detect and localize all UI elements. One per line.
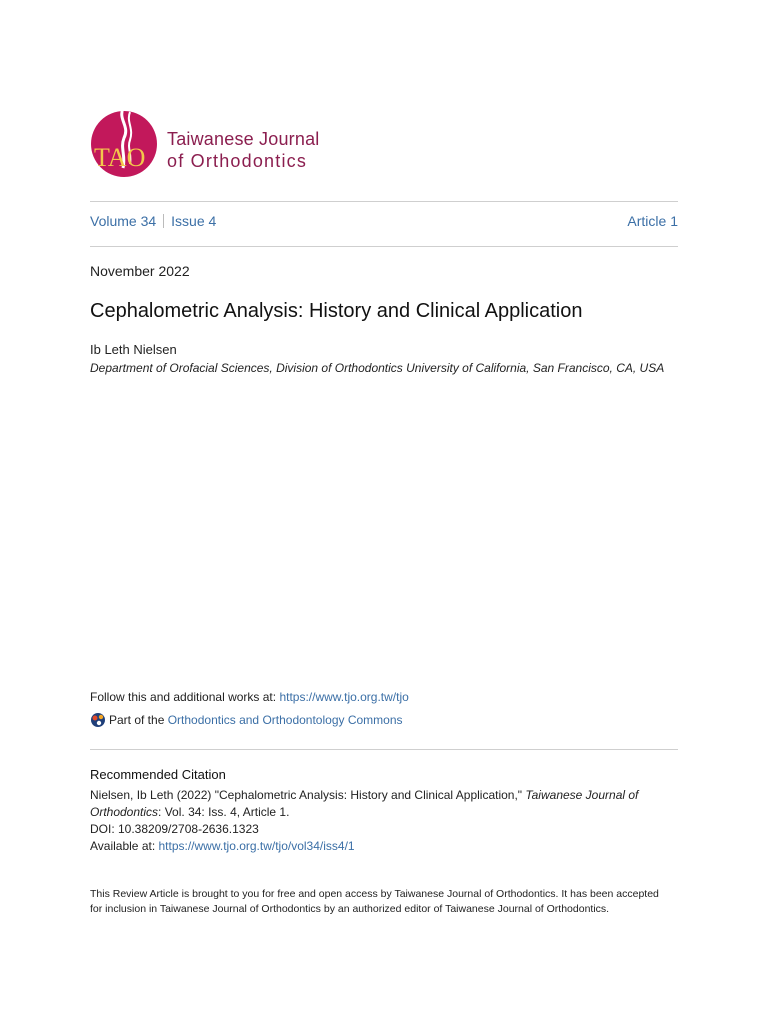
publication-date: November 2022 bbox=[90, 263, 190, 279]
follow-prefix: Follow this and additional works at: bbox=[90, 690, 280, 704]
citation-line2 bbox=[90, 804, 680, 821]
issue-link[interactable]: Issue 4 bbox=[171, 213, 217, 229]
journal-name-line2: of Orthodontics bbox=[167, 151, 308, 171]
separator bbox=[163, 214, 164, 228]
citation-journal-cont: Orthodontics bbox=[90, 805, 159, 819]
citation-available bbox=[90, 838, 680, 855]
commons-network-icon bbox=[90, 712, 106, 728]
journal-name bbox=[167, 128, 320, 172]
tao-logo-icon bbox=[90, 106, 160, 184]
available-prefix: Available at: bbox=[90, 839, 159, 853]
author-affiliation: Department of Orofacial Sciences, Division of Orthodontics University of California, San Francisco, CA, USA bbox=[90, 361, 665, 375]
citation-body bbox=[90, 787, 680, 855]
citation-volume: : Vol. 34: Iss. 4, Article 1. bbox=[158, 805, 290, 819]
part-of-line bbox=[90, 712, 403, 728]
commons-link[interactable]: Orthodontics and Orthodontology Commons bbox=[167, 713, 403, 727]
logo-initials: TAO bbox=[94, 143, 146, 172]
citation-heading: Recommended Citation bbox=[90, 767, 226, 782]
citation-text: Nielsen, Ib Leth (2022) "Cephalometric Analysis: History and Clinical Application," bbox=[90, 788, 526, 802]
citation-journal: Taiwanese Journal of bbox=[525, 788, 639, 802]
available-link[interactable]: https://www.tjo.org.tw/tjo/vol34/iss4/1 bbox=[158, 839, 355, 853]
volume-link[interactable]: Volume 34 bbox=[90, 213, 157, 229]
part-of-prefix: Part of the bbox=[109, 713, 165, 727]
journal-name-line1: Taiwanese Journal bbox=[167, 129, 320, 149]
article-title: Cephalometric Analysis: History and Clinical Application bbox=[90, 300, 583, 322]
access-note: This Review Article is brought to you for free and open access by Taiwanese Journal of Orthodontics. It has been accepted for inclusion in Taiwanese Journal of Orthodontics by an authorized editor of Taiwanese Journal of Orthodontics. bbox=[90, 888, 659, 915]
divider-top bbox=[90, 201, 678, 202]
divider-citation bbox=[90, 749, 678, 750]
follow-line bbox=[90, 690, 409, 704]
citation-line1 bbox=[90, 787, 680, 804]
author-name: Ib Leth Nielsen bbox=[90, 342, 177, 357]
article-link[interactable]: Article 1 bbox=[627, 213, 678, 229]
citation-doi: DOI: 10.38209/2708-2636.1323 bbox=[90, 822, 259, 836]
journal-logo bbox=[90, 106, 330, 184]
follow-link[interactable]: https://www.tjo.org.tw/tjo bbox=[279, 690, 409, 704]
divider-issue bbox=[90, 246, 678, 247]
issue-bar bbox=[90, 213, 678, 229]
